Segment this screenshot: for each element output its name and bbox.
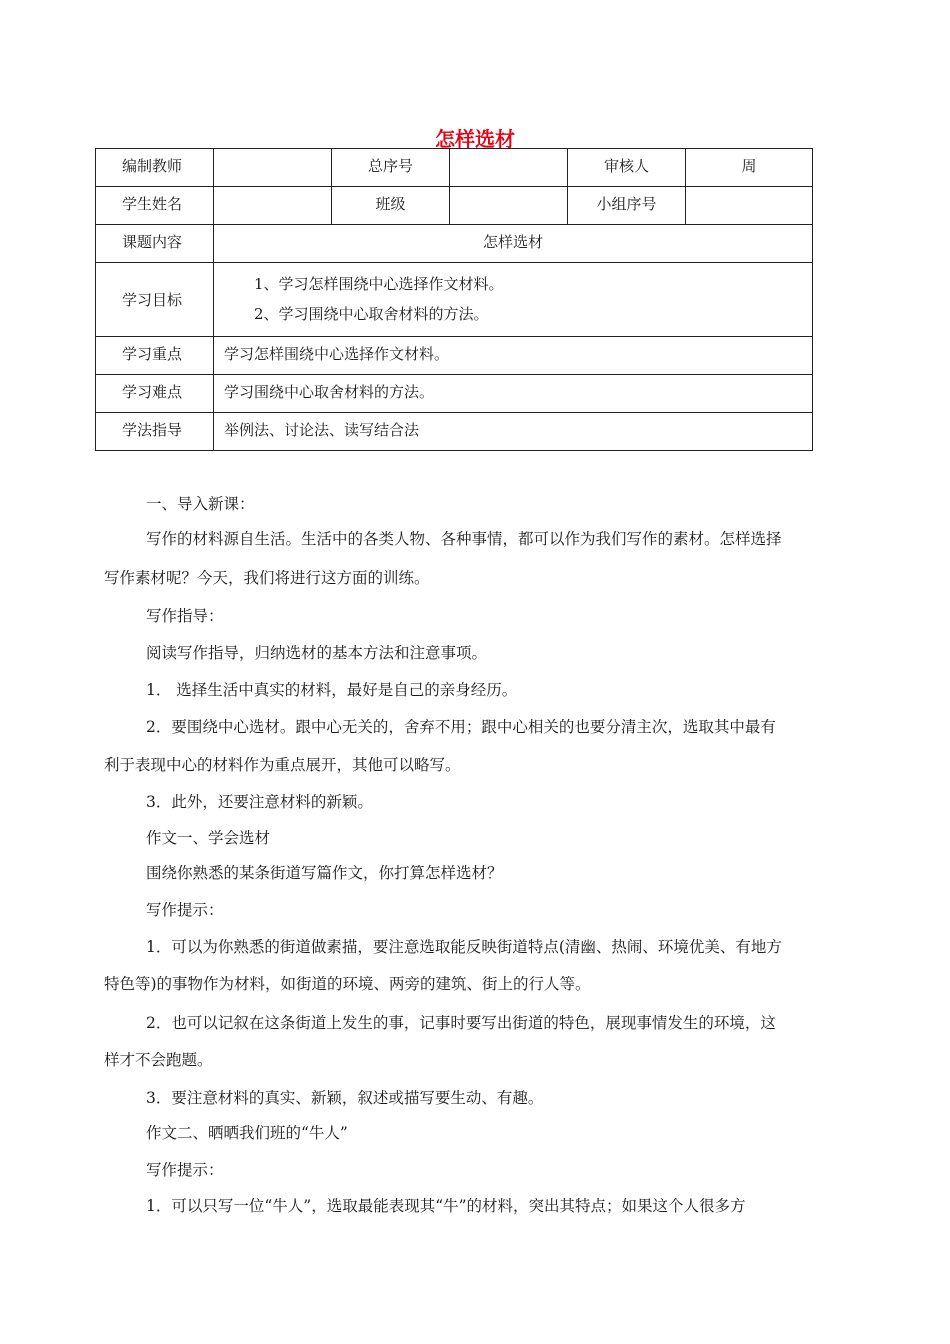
paragraph-line: 特色等)的事物作为材料，如街道的环境、两旁的建筑、街上的行人等。 [104,975,591,993]
section-heading: 作文一、学会选材 [146,829,271,847]
serial-value-cell [450,149,568,187]
list-item: 1． 选择生活中真实的材料，最好是自己的亲身经历。 [146,681,518,699]
paragraph-line: 写作的材料源自生活。生活中的各类人物、各种事情，都可以作为我们写作的素材。怎样选择 [146,530,782,548]
section-heading: 作文二、晒晒我们班的“牛人” [146,1124,348,1142]
difficulty-value: 学习围绕中心取舍材料的方法。 [214,375,813,413]
page-title: 怎样选材 [435,127,515,151]
list-item: 3．此外，还要注意材料的新颖。 [146,793,373,811]
editor-label: 编制教师 [96,149,214,187]
list-item: 2．要围绕中心选材。跟中心无关的，舍弃不用；跟中心相关的也要分清主次，选取其中最有 [146,718,776,736]
serial-label: 总序号 [332,149,450,187]
goal-label: 学习目标 [96,263,214,337]
topic-value: 怎样选材 [214,225,813,263]
class-label: 班级 [332,187,450,225]
paragraph-line: 样才不会跑题。 [104,1051,213,1069]
student-name-cell [214,187,332,225]
table-row [96,225,813,263]
class-value-cell [450,187,568,225]
method-label: 学法指导 [96,413,214,451]
editor-value-cell [214,149,332,187]
list-item: 1．可以为你熟悉的街道做素描，要注意选取能反映街道特点(清幽、热闹、环境优美、有地方 [146,938,782,956]
method-value: 举例法、讨论法、读写结合法 [214,413,813,451]
goal-item: 1、学习怎样围绕中心选择作文材料。 [254,275,504,293]
list-item: 3．要注意材料的真实、新颖，叙述或描写要生动、有趣。 [146,1089,544,1107]
table-row [96,263,813,337]
section-heading: 写作指导： [146,607,224,625]
list-item: 2．也可以记叙在这条街道上发生的事，记事时要写出街道的特色，展现事情发生的环境，这 [146,1014,776,1032]
paragraph-line: 利于表现中心的材料作为重点展开，其他可以略写。 [104,756,461,774]
table-row [96,149,813,187]
week-label: 周 [686,149,813,187]
table-row [96,375,813,413]
focus-label: 学习重点 [96,337,214,375]
student-name-label: 学生姓名 [96,187,214,225]
table-row [96,413,813,451]
reviewer-label: 审核人 [568,149,686,187]
group-label: 小组序号 [568,187,686,225]
table-row [96,187,813,225]
focus-value: 学习怎样围绕中心选择作文材料。 [214,337,813,375]
topic-label: 课题内容 [96,225,214,263]
difficulty-label: 学习难点 [96,375,214,413]
group-value-cell [686,187,813,225]
section-heading: 一、导入新课： [146,495,255,513]
table-row [96,337,813,375]
paragraph-line: 阅读写作指导，归纳选材的基本方法和注意事项。 [146,644,488,662]
goal-item: 2、学习围绕中心取舍材料的方法。 [254,305,489,323]
goal-list [214,263,813,337]
section-heading: 写作提示： [146,901,224,919]
list-item: 1．可以只写一位“牛人”，选取最能表现其“牛”的材料，突出其特点；如果这个人很多方 [146,1197,746,1215]
paragraph-line: 围绕你熟悉的某条街道写篇作文，你打算怎样选材？ [146,864,503,882]
section-heading: 写作提示： [146,1161,224,1179]
paragraph-line: 写作素材呢？今天，我们将进行这方面的训练。 [104,569,430,587]
lesson-info-table [95,148,813,451]
